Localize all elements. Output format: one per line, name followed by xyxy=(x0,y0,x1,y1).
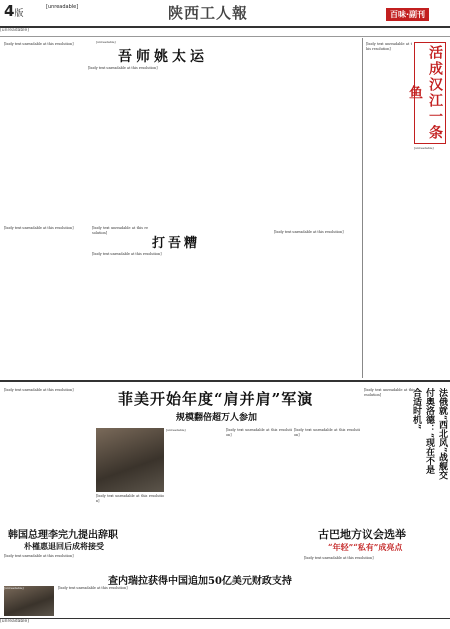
issue-info: [unreadable] xyxy=(46,4,79,10)
article-body-right: [body text unreadable at this resolution] xyxy=(366,42,412,52)
article-body-teacher: [body text unreadable at this resolution] xyxy=(88,66,158,70)
page-number: 4版 xyxy=(4,2,24,20)
news-china-title: 查内瑞拉获得中国追加50亿美元财政支持 xyxy=(108,576,292,587)
news-korea-body: [body text unreadable at this resolution] xyxy=(4,554,74,558)
edition-bar: [unreadable] xyxy=(0,28,450,37)
section-divider xyxy=(0,380,450,382)
news-main-body-a: [body text unreadable at this resolution] xyxy=(96,494,164,504)
article-middle-bottom-b: [body text unreadable at this resolution] xyxy=(274,230,344,234)
news-korea-subtitle: 朴槿惠退回后成将接受 xyxy=(24,541,104,551)
news-egypt-title: 古巴地方议会选举 xyxy=(318,528,406,541)
news-main-photo xyxy=(96,428,164,492)
news-korea-title: 韩国总理李完九提出辞职 xyxy=(8,530,118,541)
article-body-fishing: [body text unreadable at this resolution] xyxy=(92,252,162,256)
news-left-bottom: [body text unreadable at this resolution] xyxy=(4,388,74,392)
paper-name: 陕西工人報 xyxy=(168,4,249,22)
news-china-body: [body text unreadable at this resolution] xyxy=(58,586,128,590)
news-egypt-body: [body text unreadable at this resolution] xyxy=(304,556,374,560)
news-main-title: 菲美开始年度“肩并肩”军演 xyxy=(118,390,314,408)
masthead xyxy=(0,0,450,28)
news-china-photo-caption: [unreadable] xyxy=(4,586,24,590)
article-left-top: [body text unreadable at this resolution] xyxy=(4,42,74,46)
news-france-title: 法俄就“西北风”战舰交付奥洛德：“现在不是合适时机” xyxy=(411,388,447,480)
article-author-right: [unreadable] xyxy=(414,146,434,150)
article-title-vertical: 活成汉江一条鱼 xyxy=(414,42,446,144)
article-title-teacher: 吾师姚太运 xyxy=(118,49,208,65)
news-egypt-subtitle: “年轻”“私有”成亮点 xyxy=(328,542,403,552)
column-divider xyxy=(362,38,363,378)
article-author-teacher: [unreadable] xyxy=(96,40,116,44)
article-title-fishing: 打吾糟 xyxy=(152,236,201,251)
article-middle-bottom-a: [body text unreadable at this resolution] xyxy=(92,226,148,236)
news-france-body: [body text unreadable at this resolution] xyxy=(364,388,418,398)
section-label: 百味·副刊 xyxy=(386,8,429,21)
news-main-body-b: [body text unreadable at this resolution] xyxy=(226,428,292,438)
news-main-subtitle: 规模翻倍超万人参加 xyxy=(176,413,258,423)
news-main-photo-caption: [unreadable] xyxy=(166,428,186,432)
page-footer: [unreadable] xyxy=(0,618,450,629)
article-left-mid: [body text unreadable at this resolution] xyxy=(4,226,74,230)
news-main-body-c: [body text unreadable at this resolution] xyxy=(294,428,360,438)
